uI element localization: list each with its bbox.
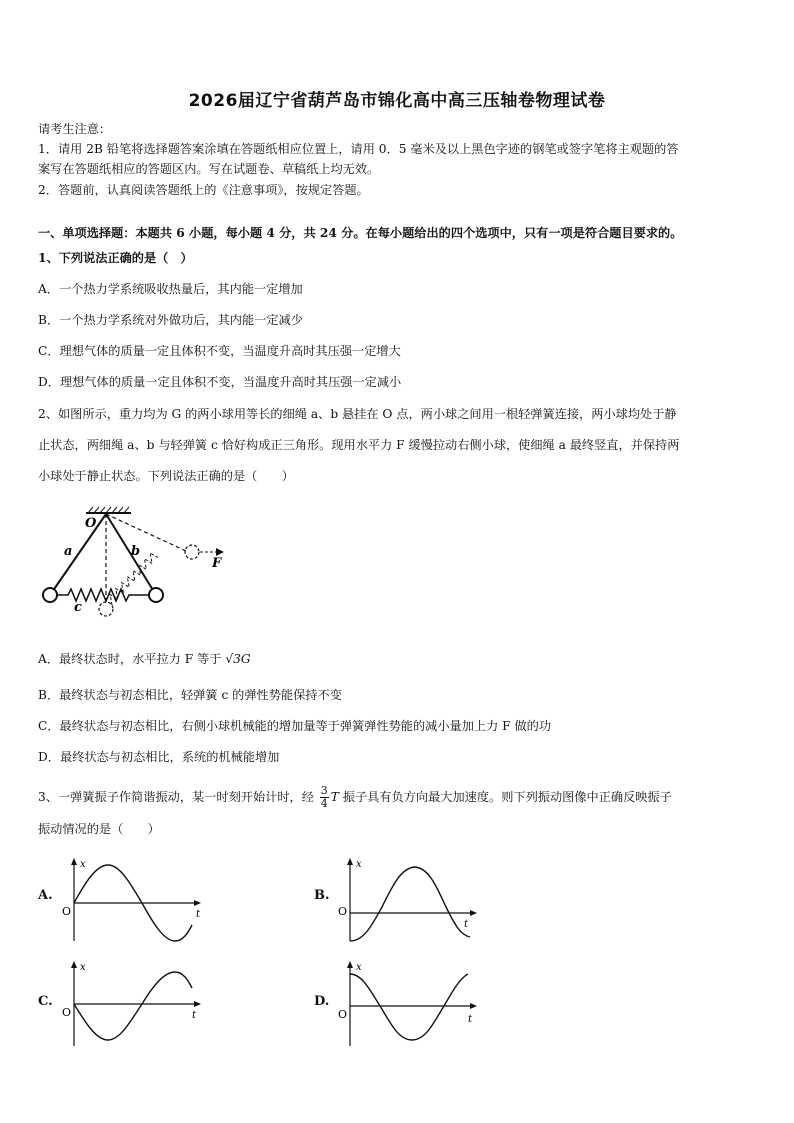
notice-heading: 请考生注意： — [38, 122, 112, 136]
graph-d-x-axis-label: t — [468, 1014, 473, 1025]
fraction-numerator: 3 — [320, 784, 328, 797]
graph-b-curve — [350, 867, 470, 941]
question-2-option-c: C．最终状态与初态相比，右侧小球机械能的增加量等于弹簧弹性势能的减小量加上力 F 做的功 — [38, 719, 552, 733]
notice-item-1-line-2: 案写在答题纸相应的答题区内。写在试题卷、草稿纸上均无效。 — [38, 162, 380, 176]
graph-a-origin-label: O — [62, 905, 72, 918]
question-3-stem-suffix: 振子具有负方向最大加速度。则下列振动图像中正确反映振子 — [342, 790, 672, 804]
question-1-option-a: A．一个热力学系统吸收热量后，其内能一定增加 — [38, 282, 303, 296]
graph-c-label: C. — [38, 994, 53, 1009]
graph-d-label: D. — [314, 994, 330, 1009]
question-3-stem-line-2: 振动情况的是（ ） — [38, 822, 160, 836]
fraction-variable: T — [330, 790, 339, 804]
question-1-option-b: B．一个热力学系统对外做功后，其内能一定减少 — [38, 313, 303, 327]
graph-b-origin-label: O — [338, 905, 348, 918]
question-3-stem-prefix: 3、一弹簧振子作简谐振动，某一时刻开始计时，经 — [38, 790, 314, 804]
question-2-option-b: B．最终状态与初态相比，轻弹簧 c 的弹性势能保持不变 — [38, 688, 342, 702]
fraction — [320, 785, 329, 810]
graph-d — [334, 960, 484, 1050]
graph-b-y-axis-label: x — [356, 859, 362, 870]
graph-c-y-axis-label: x — [80, 962, 86, 973]
spring-c — [57, 589, 149, 601]
ball-left — [43, 588, 57, 602]
question-2-figure — [36, 505, 236, 625]
graph-b-x-axis-label: t — [464, 919, 469, 930]
question-2-option-d: D．最终状态与初态相比，系统的机械能增加 — [38, 750, 280, 764]
question-2-stem-line-1: 2、如图所示，重力均为 G 的两小球用等长的细绳 a、b 悬挂在 O 点，两小球之间用一根轻弹簧连接，两小球均处于静 — [38, 407, 677, 421]
graph-a-y-axis-label: x — [80, 859, 86, 870]
question-3-stem-line-1 — [38, 785, 758, 810]
label-b: b — [131, 544, 141, 559]
fraction-denominator: 4 — [320, 797, 328, 810]
section-heading: 一、单项选择题：本题共 6 小题，每小题 4 分，共 24 分。在每小题给出的四个选项中，只有一项是符合题目要求的。 — [38, 226, 683, 240]
question-2-stem-line-2: 止状态，两细绳 a、b 与轻弹簧 c 恰好构成正三角形。现用水平力 F 缓慢拉动右侧小球，使细绳 a 最终竖直，并保持两 — [38, 438, 680, 452]
graph-a-x-axis-label: t — [196, 909, 201, 920]
graph-a — [58, 855, 208, 945]
notice-item-1-line-1: 1．请用 2B 铅笔将选择题答案涂填在答题纸相应位置上，请用 0．5 毫米及以上黑色字迹的钢笔或签字笔将主观题的答 — [38, 142, 679, 156]
question-1-stem: 1、下列说法正确的是（ ） — [38, 251, 193, 265]
graph-d-origin-label: O — [338, 1008, 348, 1021]
graph-b-label: B. — [314, 888, 330, 903]
ball-right — [149, 588, 163, 602]
ball-right-final — [185, 545, 199, 559]
label-f: F — [212, 556, 222, 571]
graph-d-curve — [350, 974, 468, 1040]
question-1-option-d: D．理想气体的质量一定且体积不变，当温度升高时其压强一定减小 — [38, 375, 402, 389]
graph-c-curve — [74, 972, 192, 1040]
graph-c-origin-label: O — [62, 1006, 72, 1019]
notice-item-2: 2．答题前，认真阅读答题纸上的《注意事项》，按规定答题。 — [38, 183, 369, 197]
string-a — [50, 514, 106, 595]
question-2-stem-line-3: 小球处于静止状态。下列说法正确的是（ ） — [38, 469, 294, 483]
question-2-option-a-math: √3G — [225, 652, 251, 666]
graph-c-x-axis-label: t — [192, 1010, 197, 1021]
question-1-option-c: C．理想气体的质量一定且体积不变，当温度升高时其压强一定增大 — [38, 344, 401, 358]
question-2-option-a — [38, 650, 758, 668]
graph-d-y-axis-label: x — [356, 962, 362, 973]
ball-left-final — [99, 602, 113, 616]
label-c: c — [74, 600, 82, 615]
label-a: a — [64, 544, 73, 559]
question-2-option-a-text: A．最终状态时，水平拉力 F 等于 — [38, 652, 222, 666]
graph-b — [334, 855, 484, 945]
graph-c — [58, 960, 208, 1050]
page-title: 2026届辽宁省葫芦岛市锦化高中高三压轴卷物理试卷 — [188, 91, 606, 111]
graph-a-label: A. — [38, 888, 53, 903]
label-o: O — [85, 516, 97, 531]
